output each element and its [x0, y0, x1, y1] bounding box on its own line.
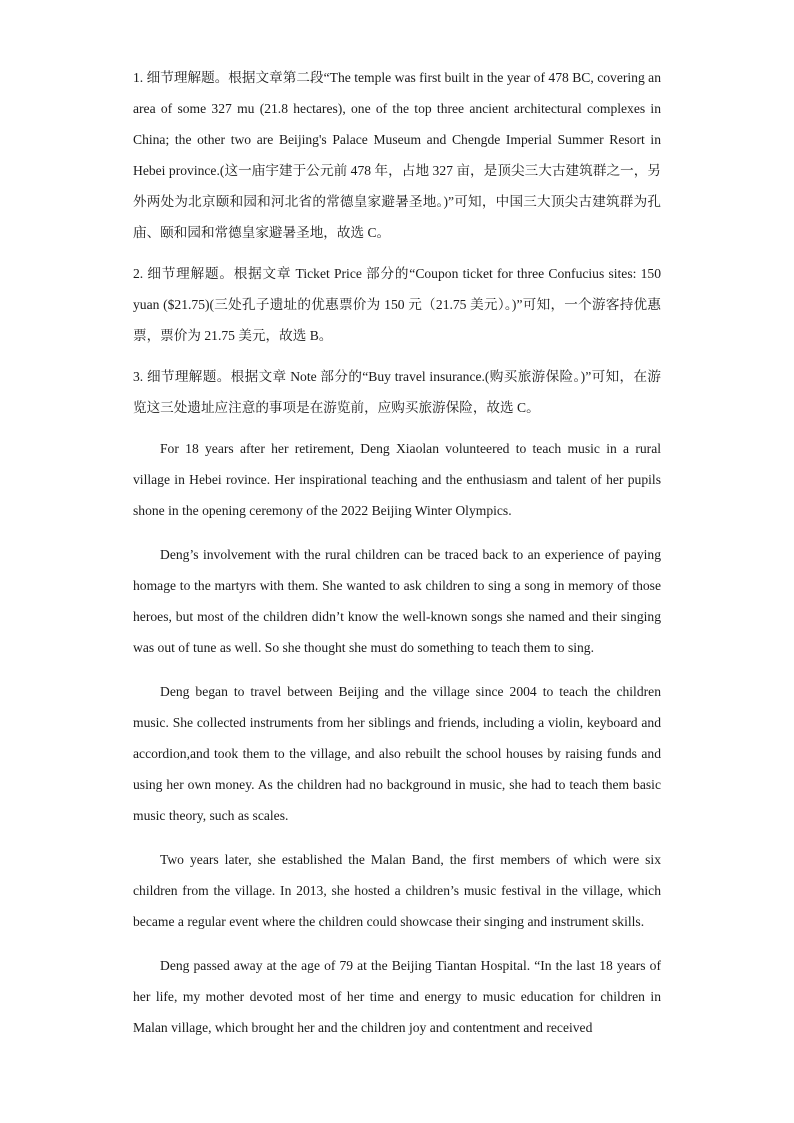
passage-paragraph-1: For 18 years after her retirement, Deng Xiaolan volunteered to teach music in a rural village in Hebei rovince. Her inspirational teaching and the enthusiasm and talent of her pupils shone in the opening ceremony of the 2022 Beijing Winter Olympics.: [133, 441, 661, 518]
answer-explanation-3: 3. 细节理解题。根据文章 Note 部分的“Buy travel insurance.(购买旅游保险。)”可知，在游览这三处遗址应注意的事项是在游览前，应购买旅游保险，故选 C。: [133, 369, 661, 415]
document-page: [133, 62, 661, 1056]
answer-explanation-2: 2. 细节理解题。根据文章 Ticket Price 部分的“Coupon ticket for three Confucius sites: 150 yuan ($21.75)(三处孔子遗址的优惠票价为 150 元（21.75 美元）。)”可知，一个游客持优惠票，票价为 21.75 美元，故选 B。: [133, 266, 661, 343]
passage-paragraph-5: Deng passed away at the age of 79 at the Beijing Tiantan Hospital. “In the last 18 years of her life, my mother devoted most of her time and energy to music education for children in Malan village, which brought her and the children joy and contentment and received: [133, 958, 661, 1035]
passage-paragraph-2: Deng’s involvement with the rural children can be traced back to an experience of paying homage to the martyrs with them. She wanted to ask children to sing a song in memory of those heroes, but most of the children didn’t know the well-known songs she named and their singing was out of tune as well. So she thought she must do something to teach them to sing.: [133, 547, 661, 655]
passage-paragraph-4: Two years later, she established the Malan Band, the first members of which were six children from the village. In 2013, she hosted a children’s music festival in the village, which became a regular event where the children could showcase their singing and instrument skills.: [133, 852, 661, 929]
answer-explanation-1: 1. 细节理解题。根据文章第二段“The temple was first built in the year of 478 BC, covering an area of some 327 mu (21.8 hectares), one of the top three ancient architectural complexes in China; the other two are Beijing's Palace Museum and Chengde Imperial Summer Resort in Hebei province.(这一庙宇建于公元前 478 年，占地 327 亩，是顶尖三大古建筑群之一，另外两处为北京颐和园和河北省的常德皇家避暑圣地。)”可知，中国三大顶尖古建筑群为孔庙、颐和园和常德皇家避暑圣地，故选 C。: [133, 70, 661, 240]
passage-paragraph-3: Deng began to travel between Beijing and the village since 2004 to teach the children music. She collected instruments from her siblings and friends, including a violin, keyboard and accordion,and took them to the village, and also rebuilt the school houses by raising funds and using her own money. As the children had no background in music, she had to teach them basic music theory, such as scales.: [133, 684, 661, 823]
